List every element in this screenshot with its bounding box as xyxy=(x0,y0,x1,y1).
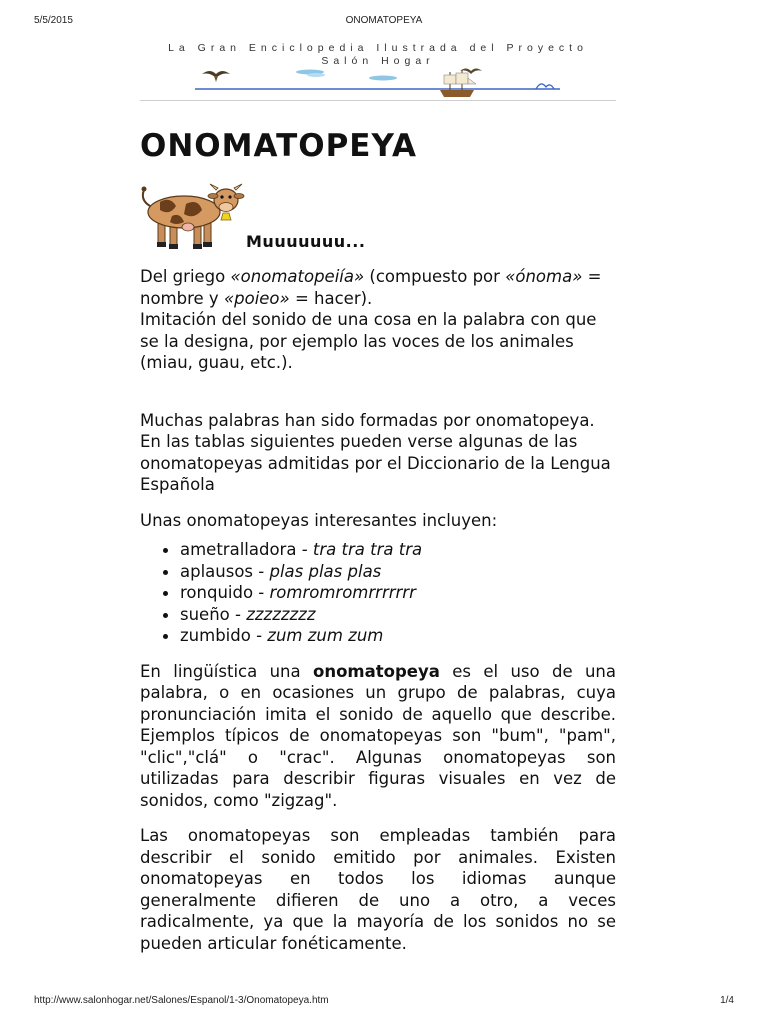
list-item: aplausos - plas plas plas xyxy=(160,561,616,583)
examples-intro: Unas onomatopeyas interesantes incluyen: xyxy=(140,510,498,530)
wave-icon xyxy=(536,84,554,89)
cloud-icon xyxy=(296,70,325,78)
cow-sound-caption: Muuuuuuu... xyxy=(246,232,366,251)
cow-icon xyxy=(136,180,248,250)
ship-icon xyxy=(440,70,476,97)
linguistics-paragraph: En lingüística una onomatopeya es el uso de una palabra, o en ocasiones un grupo de palabras, cuya pronunciación imita el sonido de aquello que describe. Ejemplos típicos de onomatopeyas son "bum", "pam", "clic","clá" o "crac". Algunas onomatopeyas son utilizadas para describir figuras visuales en vez de sonidos, como "zigzag". xyxy=(140,661,616,810)
source-url: http://www.salonhogar.net/Salones/Espanol/1-3/Onomatopeya.htm xyxy=(34,995,329,1006)
print-date: 5/5/2015 xyxy=(34,15,73,26)
formation-paragraph: Muchas palabras han sido formadas por onomatopeya. xyxy=(140,410,595,430)
site-header-title: La Gran Enciclopedia Ilustrada del Proyecto Salón Hogar xyxy=(168,42,588,67)
list-item: ametralladora - tra tra tra tra xyxy=(160,539,616,561)
etymology-term: «poieo» xyxy=(223,288,290,308)
page-title: ONOMATOPEYA xyxy=(140,128,417,164)
definition-paragraph: Imitación del sonido de una cosa en la palabra con que se la designa, por ejemplo las voces de los animales (miau, guau, etc.). xyxy=(140,310,597,372)
cloud-icon xyxy=(369,76,397,81)
etymology-text: = hacer). xyxy=(289,288,373,308)
etymology-text: Del griego xyxy=(140,267,231,286)
etymology-term: «ónoma» xyxy=(505,267,583,286)
header-divider xyxy=(140,100,616,101)
etymology-paragraph xyxy=(140,266,616,309)
article-body xyxy=(140,266,616,954)
print-title: ONOMATOPEYA xyxy=(345,15,423,26)
header-banner-art xyxy=(140,64,616,104)
dictionary-paragraph: En las tablas siguientes pueden verse algunas de las onomatopeyas admitidas por el Diccionario de la Lengua Española xyxy=(140,432,611,494)
etymology-text: = nombre y xyxy=(140,267,602,308)
list-item: zumbido - zum zum zum xyxy=(160,625,616,647)
etymology-text: (compuesto por xyxy=(364,267,506,286)
bird-icon xyxy=(202,71,230,82)
examples-list xyxy=(140,539,616,647)
animals-paragraph: Las onomatopeyas son empleadas también para describir el sonido emitido por animales. Existen onomatopeyas en todos los idiomas aunque generalmente difieren de uno a otro, a veces radicalmente, ya que la mayoría de los sonidos no se pueden articular fonéticamente. xyxy=(140,826,616,953)
page-number: 1/4 xyxy=(720,995,734,1006)
list-item: ronquido - romromromrrrrrrr xyxy=(160,582,616,604)
etymology-term: «onomatopeiía» xyxy=(230,267,365,286)
list-item: sueño - zzzzzzzz xyxy=(160,604,616,626)
